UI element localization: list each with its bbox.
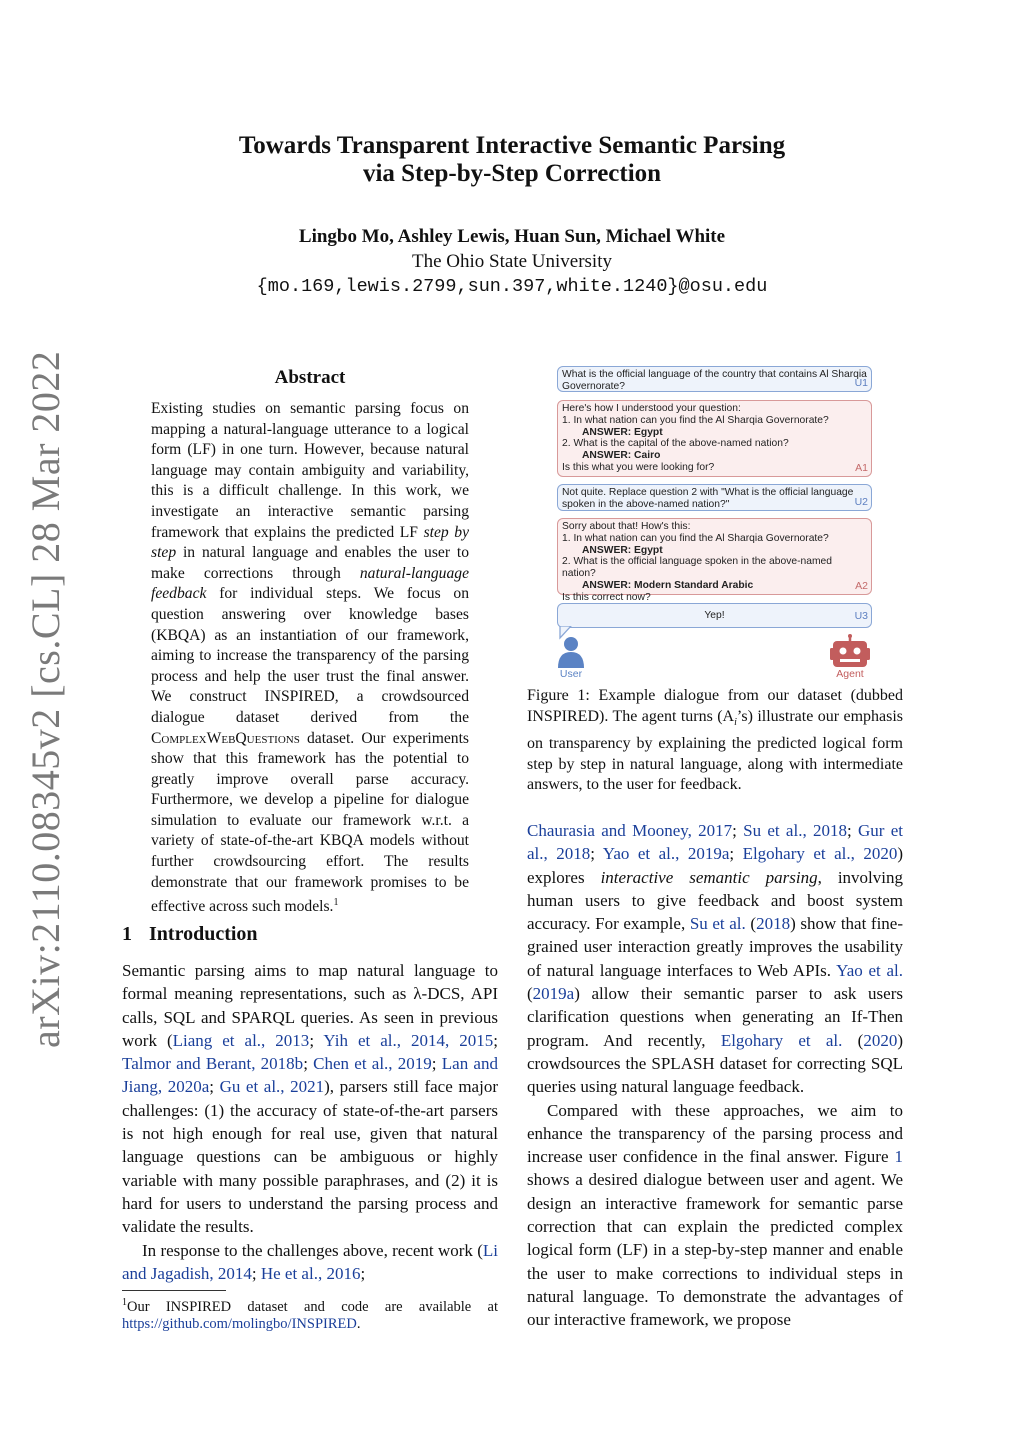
figure-reference-link[interactable]: 1 — [894, 1147, 903, 1167]
turn-tag: U1 — [854, 377, 868, 390]
arxiv-identifier: arXiv:2110.08345v2 [cs.CL] 28 Mar 2022 — [23, 350, 68, 1048]
text-run: shows a desired dialogue between user and agent. We design an interactive framework for semantic parse correction that can explain the predicted complex logical form (LF) in a step-by-step manner and enable the user to make corrections to individual steps in natural language. To demonstrate the advantages of our interactive framework, we propose — [527, 1170, 903, 1330]
user-label: User — [559, 668, 583, 680]
text-run: Semantic parsing aims to map natural language to formal meaning representations, such as λ-DCS, API calls, SQL and SPARQL queries. As seen in previous work ( — [122, 961, 498, 1050]
authors: Lingbo Mo, Ashley Lewis, Huan Sun, Michael White — [298, 226, 726, 247]
dataset-name: ComplexWebQuestions — [151, 729, 300, 747]
footnote-number: 1 — [122, 1297, 127, 1308]
caption-subscript: i — [734, 716, 737, 728]
text-run: , involving human users to give feedback and boost system accuracy. For example, — [527, 867, 904, 934]
text-run: ; — [251, 1263, 261, 1283]
emphasis: interactive semantic parsing — [600, 867, 818, 887]
abstract-heading: Abstract — [274, 367, 346, 388]
footnote — [122, 1294, 498, 1334]
abstract-part: dataset. Our experiments show that this framework has the potential to greatly improve overall parse accuracy. Furthermore, we develop a pipeline for dialogue simulation to evaluate our framework w.r.t. a variety of state-of-the-art KBQA models without further crowdsourcing effort. The results demonstrate that our framework promises to be effective across such models. — [151, 729, 469, 916]
user-turn-1 — [557, 366, 872, 392]
turn-line: 2. What is the capital of the above-named nation? — [562, 438, 789, 450]
paper-title-line-2: via Step-by-Step Correction — [362, 160, 662, 187]
text-run: ; — [431, 1054, 442, 1074]
text-run: ) explores — [527, 844, 903, 887]
intermediate-answer: ANSWER: Egypt — [582, 544, 663, 556]
citation-link[interactable]: Li and Jagadish, 2014 — [122, 1240, 498, 1283]
figure-caption — [527, 686, 903, 796]
turn-line: Sorry about that! How's this: — [562, 521, 691, 532]
turn-tag: A1 — [855, 462, 868, 475]
citation-link[interactable]: Gur et al., 2018 — [527, 821, 903, 864]
section-number: 1 — [122, 923, 132, 945]
affiliation: The Ohio State University — [412, 251, 612, 272]
right-column-body — [527, 819, 903, 1332]
intro-paragraph-1 — [122, 959, 498, 1239]
text-run: ; — [846, 821, 858, 840]
citation-link[interactable]: Chen et al., 2019 — [313, 1054, 432, 1074]
robot-agent-icon — [830, 634, 870, 670]
caption-text: Figure 1: Example dialogue from our dataset (dubbed INSPIRED). The agent turns (A — [527, 687, 903, 725]
agent-turn-2 — [557, 518, 872, 603]
right-paragraph-2 — [527, 1099, 903, 1332]
text-run: . — [356, 1316, 361, 1333]
turn-line: 1. In what nation can you find the Al Sharqia Governorate? — [562, 532, 829, 544]
citation-link[interactable]: Yih et al., 2014, 2015 — [323, 1030, 494, 1050]
citation-link[interactable]: Yao et al. — [836, 960, 903, 980]
user-turn-2 — [557, 484, 872, 511]
section-title: Introduction — [149, 923, 258, 945]
text-run: ; — [732, 821, 744, 840]
text-run: ( — [842, 1030, 864, 1050]
citation-link[interactable]: Yao et al., 2019a — [602, 844, 730, 864]
citation-year-link[interactable]: 2020 — [863, 1030, 898, 1050]
abstract-text — [151, 399, 469, 918]
turn-text: Not quite. Replace question 2 with "What is the official language spoken in the above-named nation?" — [562, 487, 854, 510]
abstract-part: in natural language and enables the user to make corrections through — [151, 544, 469, 582]
text-run: ; — [309, 1030, 324, 1050]
text-run: In response to the challenges above, recent work ( — [142, 1240, 483, 1260]
abstract-emphasis: step by step — [151, 523, 469, 562]
text-run: ( — [745, 914, 757, 934]
user-icon — [556, 636, 586, 668]
intermediate-answer: ANSWER: Cairo — [582, 450, 661, 462]
author-emails: {mo.169,lewis.2799,sun.397,white.1240}@osu.edu — [256, 276, 768, 297]
text-run: ; — [729, 844, 743, 864]
turn-line: Is this what you were looking for? — [562, 461, 715, 473]
right-paragraph-1 — [527, 819, 903, 1099]
agent-label: Agent — [836, 668, 864, 680]
turn-tag: U3 — [854, 610, 868, 622]
citation-link[interactable]: Lan and Jiang, 2020a — [122, 1054, 498, 1097]
abstract-part: Existing studies on semantic parsing focus on mapping a natural-language utterance to a logical form (LF) in one turn. However, because natural language may contain ambiguity and variability, this is a difficult challenge. In this work, we investigate an interactive semantic parsing framework that explains the predicted LF — [151, 400, 469, 541]
citation-link[interactable]: He et al., 2016 — [260, 1263, 361, 1283]
citation-year-link[interactable]: 2018 — [756, 914, 791, 934]
text-run: ), parsers still face major challenges: (1) the accuracy of state-of-the-art parsers is not high enough for real use, given that natural language questions can be ambiguous or highly variable with many possible paraphrases, and (2) it is hard for users to understand the parsing process and validate the results. — [122, 1077, 498, 1237]
citation-link[interactable]: Liang et al., 2013 — [172, 1030, 310, 1050]
text-run: Compared with these approaches, we aim to enhance the transparency of the parsing process and increase user confidence in the final answer. Figure — [527, 1100, 903, 1167]
abstract-emphasis: natural-language feedback — [151, 564, 469, 603]
citation-link[interactable]: Elgohary et al. — [720, 1030, 843, 1050]
turn-tag: U2 — [854, 496, 868, 509]
user-turn-3 — [557, 603, 872, 628]
turn-tag: A2 — [855, 580, 868, 593]
section-heading — [122, 923, 258, 946]
caption-text: ’s) illustrate our emphasis on transparency by explaining the predicted logical form step by step in natural language, along with intermediate answers, to the user for feedback. — [527, 707, 904, 794]
text-run: ; — [493, 1030, 498, 1050]
citation-link[interactable]: Talmor and Berant, 2018b — [122, 1054, 304, 1074]
citation-link[interactable]: Su et al. — [689, 914, 746, 934]
text-run: ) crowdsources the SPLASH dataset for correcting SQL queries using natural language feedback. — [527, 1030, 903, 1097]
citation-year-link[interactable]: 2019a — [532, 984, 575, 1004]
turn-line: Here's how I understood your question: — [562, 403, 741, 414]
text-run: ; — [360, 1263, 366, 1283]
paper-title-line-1: Towards Transparent Interactive Semantic Parsing — [238, 132, 786, 159]
text-run: ( — [527, 984, 533, 1004]
citation-link[interactable]: Su et al., 2018 — [743, 821, 847, 840]
text-run: ; — [590, 844, 603, 864]
citation-link[interactable]: Elgohary et al., 2020 — [742, 844, 898, 864]
intermediate-answer: ANSWER: Egypt — [582, 426, 663, 438]
text-run: ; — [303, 1054, 314, 1074]
turn-line: 2. What is the official language spoken in the above-named nation? — [562, 556, 832, 580]
turn-text: Yep! — [704, 610, 725, 621]
turn-text: What is the official language of the country that contains Al Sharqia Governorate? — [562, 369, 867, 392]
text-run: ; — [209, 1077, 220, 1097]
intermediate-answer: ANSWER: Modern Standard Arabic — [582, 579, 754, 591]
dataset-link[interactable]: https://github.com/molingbo/INSPIRED — [122, 1316, 357, 1333]
footnote-marker[interactable]: 1 — [333, 897, 339, 909]
footnote-text: Our INSPIRED dataset and code are available at — [127, 1298, 498, 1315]
agent-turn-1 — [557, 400, 872, 477]
intro-body — [122, 959, 498, 1285]
turn-line: Is this correct now? — [562, 591, 651, 603]
citation-link[interactable]: Gu et al., 2021 — [219, 1077, 325, 1097]
text-run: ) allow their semantic parser to ask users clarification questions when generating an If-Then program. And recently, — [527, 984, 903, 1050]
footnote-rule — [122, 1290, 226, 1291]
abstract-part: for individual steps. We focus on question answering over knowledge bases (KBQA) as an instantiation of our framework, aiming to increase the transparency of the parsing process and help the user trust the final answer. We construct INSPIRED, a crowdsourced dialogue dataset derived from the — [151, 585, 469, 726]
intro-paragraph-2 — [122, 1239, 498, 1286]
text-run: ) show that fine-grained user interaction greatly improves the usability of natural language interfaces to Web APIs. — [527, 914, 904, 980]
citation-link[interactable]: Chaurasia and Mooney, 2017 — [527, 821, 733, 840]
turn-line: 1. In what nation can you find the Al Sharqia Governorate? — [562, 414, 829, 426]
